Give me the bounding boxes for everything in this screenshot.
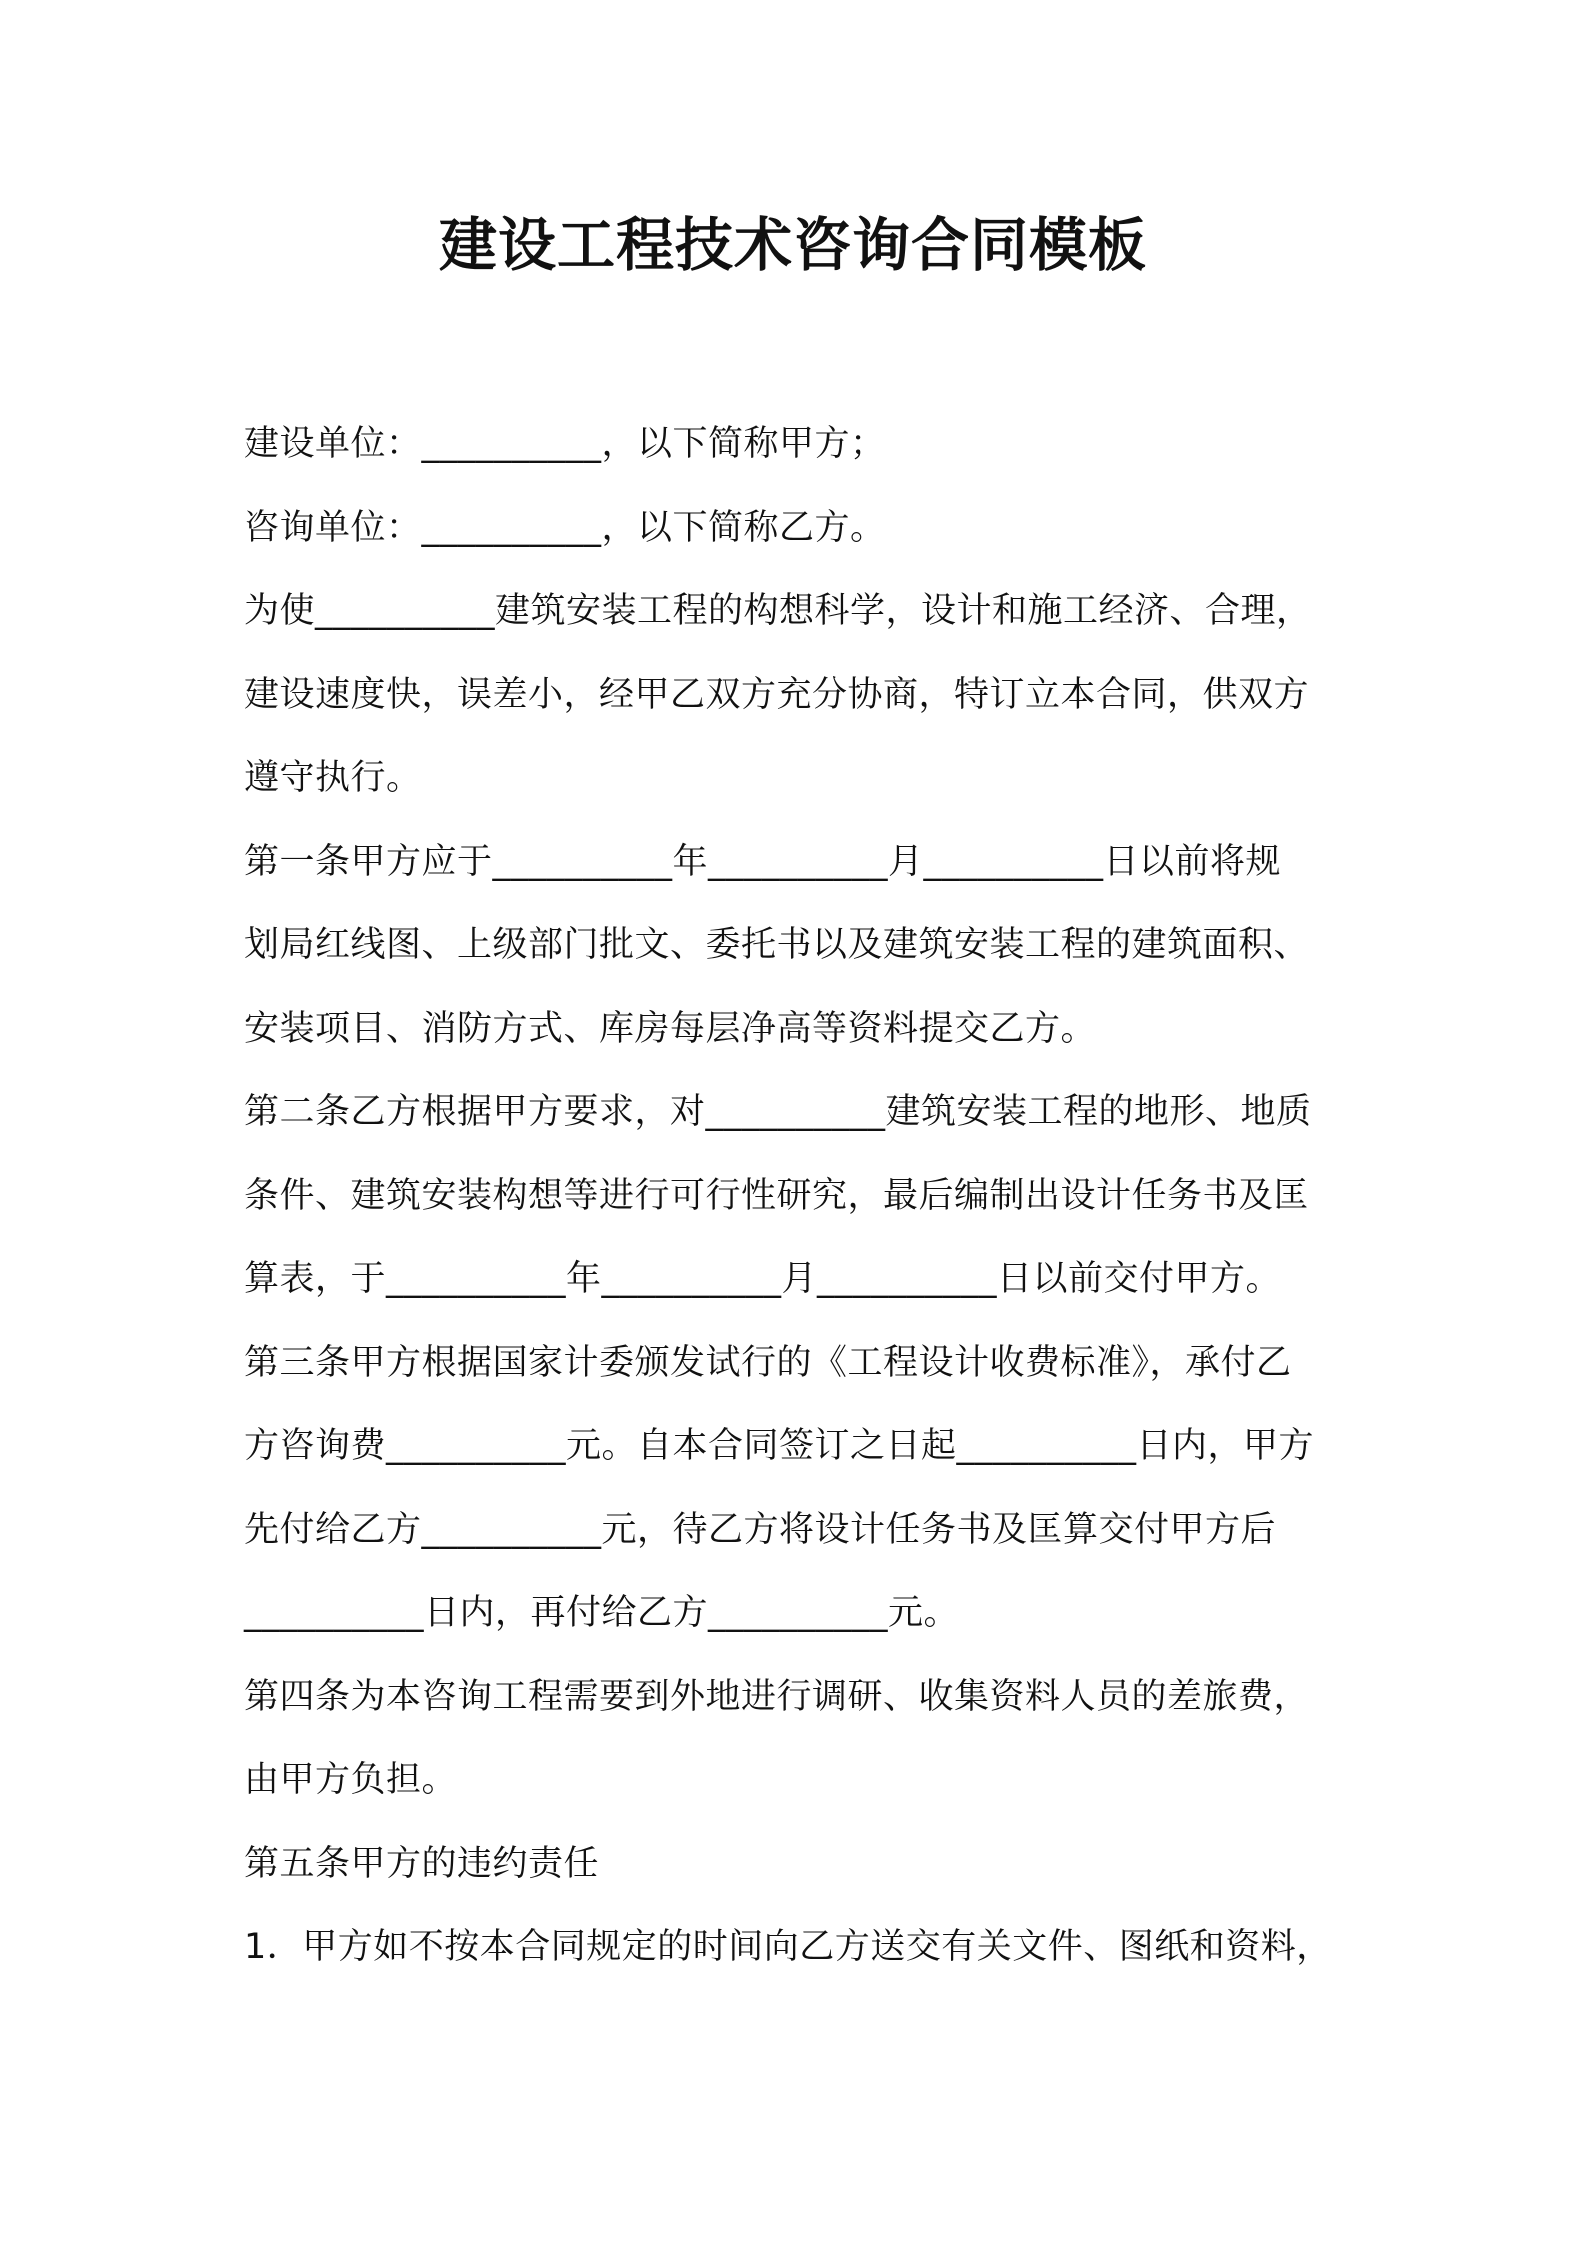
text-line: 建设单位：__________，以下简称甲方； bbox=[244, 424, 886, 464]
text-line: 为使__________建筑安装工程的构想科学，设计和施工经济、合理， bbox=[244, 591, 1312, 631]
text-line: 条件、建筑安装构想等进行可行性研究，最后编制出设计任务书及匡 bbox=[244, 1175, 1310, 1216]
document-title: 建设工程技术咨询合同模板 bbox=[438, 211, 1147, 279]
text-line: 1．甲方如不按本合同规定的时间向乙方送交有关文件、图纸和资料， bbox=[244, 1927, 1332, 1967]
text-line: 方咨询费__________元。自本合同签订之日起__________日内，甲方 bbox=[244, 1426, 1315, 1466]
text-line: 先付给乙方__________元，待乙方将设计任务书及匡算交付甲方后 bbox=[244, 1509, 1277, 1550]
text-line: 算表，于__________年__________月__________日以前交付甲方。 bbox=[244, 1259, 1282, 1299]
text-line: 第三条甲方根据国家计委颁发试行的《工程设计收费标准》，承付乙 bbox=[244, 1342, 1292, 1383]
text-line: 遵守执行。 bbox=[244, 758, 422, 798]
text-line: 第一条甲方应于__________年__________月__________日以前将规 bbox=[244, 841, 1282, 882]
text-line: 第四条为本咨询工程需要到外地进行调研、收集资料人员的差旅费， bbox=[244, 1676, 1310, 1717]
text-line: 建设速度快，误差小，经甲乙双方充分协商，特订立本合同，供双方 bbox=[244, 674, 1310, 715]
document-body bbox=[244, 403, 1364, 1990]
text-line: 由甲方负担。 bbox=[244, 1760, 458, 1800]
text-line: 安装项目、消防方式、库房每层净高等资料提交乙方。 bbox=[244, 1008, 1097, 1049]
text-line: 咨询单位：__________，以下简称乙方。 bbox=[244, 507, 886, 548]
text-line: 第二条乙方根据甲方要求，对__________建筑安装工程的地形、地质 bbox=[244, 1092, 1312, 1132]
text-line: __________日内，再付给乙方__________元。 bbox=[244, 1593, 960, 1633]
text-line: 划局红线图、上级部门批文、委托书以及建筑安装工程的建筑面积、 bbox=[244, 925, 1310, 965]
text-line: 第五条甲方的违约责任 bbox=[244, 1843, 600, 1884]
